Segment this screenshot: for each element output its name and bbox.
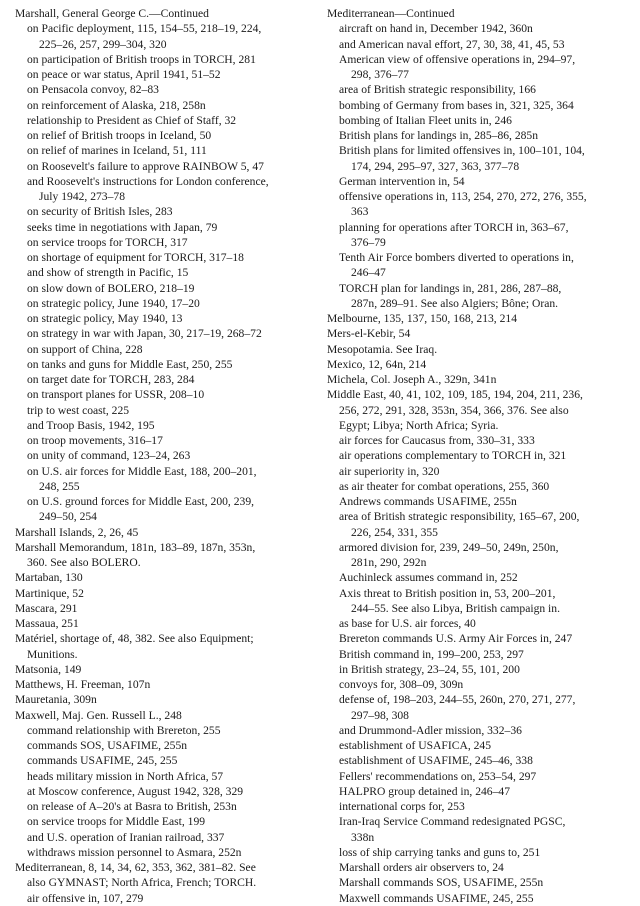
index-entry-line: on Roosevelt's failure to approve RAINBOW 5, 47 <box>27 159 264 173</box>
index-entry-line: Munitions. <box>27 647 78 661</box>
index-entry-line: and show of strength in Pacific, 15 <box>27 266 189 280</box>
index-subentry <box>327 891 633 906</box>
index-subentry <box>15 21 317 52</box>
index-subentry <box>327 723 633 738</box>
index-entry-line: HALPRO group detained in, 246–47 <box>339 784 510 798</box>
index-entry-line: Marshall commands SOS, USAFIME, 255n <box>339 876 544 890</box>
index-subentry <box>15 403 317 418</box>
index-entry-line: 174, 294, 295–97, 327, 363, 377–78 <box>351 159 520 173</box>
index-subentry <box>15 784 317 799</box>
index-entry-line: Middle East, 40, 41, 102, 109, 185, 194, 204, 211, 236, <box>327 388 583 402</box>
index-entry-line: trip to west coast, 225 <box>27 403 130 417</box>
index-subentry <box>327 479 633 494</box>
index-entry <box>15 708 317 723</box>
index-subentry <box>15 723 317 738</box>
index-entry-line: planning for operations after TORCH in, 363–67, <box>339 220 569 234</box>
index-entry-line: establishment of USAFIME, 245–46, 338 <box>339 754 533 768</box>
index-entry-line: Mexico, 12, 64n, 214 <box>327 357 427 371</box>
index-entry <box>15 677 317 692</box>
index-entry-line: Maxwell, Maj. Gen. Russell L., 248 <box>15 708 182 722</box>
index-entry-line: on transport planes for USSR, 208–10 <box>27 388 205 402</box>
index-subentry <box>327 769 633 784</box>
index-entry <box>15 860 317 891</box>
index-subentry <box>15 311 317 326</box>
index-entry-line: on shortage of equipment for TORCH, 317–18 <box>27 251 244 264</box>
index-subentry <box>327 98 633 113</box>
index-entry-line: on release of A–20's at Basra to British, 253n <box>27 800 237 813</box>
index-subentry <box>15 82 317 97</box>
index-subentry <box>15 174 317 205</box>
index-entry-line: on service troops for Middle East, 199 <box>27 815 206 829</box>
index-subentry <box>15 799 317 814</box>
index-entry <box>15 570 317 585</box>
index-entry-line: as base for U.S. air forces, 40 <box>339 617 476 630</box>
index-subentry <box>327 37 633 52</box>
index-subentry <box>15 204 317 219</box>
index-entry-line: commands SOS, USAFIME, 255n <box>27 739 188 752</box>
index-subentry <box>327 814 633 845</box>
index-entry <box>15 525 317 540</box>
index-entry <box>327 372 633 387</box>
index-entry-line: on security of British Isles, 283 <box>27 205 173 219</box>
index-subentry <box>15 738 317 753</box>
index-entry-line: relationship to President as Chief of Staff, 32 <box>27 113 237 127</box>
index-entry <box>15 540 317 571</box>
index-entry-line: on U.S. ground forces for Middle East, 200, 239, <box>27 495 255 508</box>
index-subentry <box>327 784 633 799</box>
index-subentry <box>15 281 317 296</box>
index-subentry <box>15 769 317 784</box>
index-subentry <box>327 464 633 479</box>
index-subentry <box>327 448 633 463</box>
index-entry-line: establishment of USAFICA, 245 <box>339 739 492 752</box>
index-entry <box>15 6 317 21</box>
index-entry <box>327 342 633 357</box>
index-entry-line: Marshall Islands, 2, 26, 45 <box>15 525 139 539</box>
index-subentry <box>327 250 633 281</box>
index-subentry <box>327 616 633 631</box>
index-entry-line: offensive operations in, 113, 254, 270, 272, 276, 355, <box>339 190 587 203</box>
index-subentry <box>15 98 317 113</box>
index-entry-line: on peace or war status, April 1941, 51–52 <box>27 68 221 81</box>
index-entry <box>327 311 633 326</box>
index-entry-line: on support of China, 228 <box>27 342 143 356</box>
index-entry-line: on relief of marines in Iceland, 51, 111 <box>27 144 207 158</box>
index-entry-line: and Roosevelt's instructions for London conference, <box>27 174 269 188</box>
index-entry-line: Marshall, General George C.—Continued <box>15 7 209 20</box>
index-entry-line: on strategic policy, June 1940, 17–20 <box>27 296 200 310</box>
index-subentry <box>15 464 317 495</box>
index-entry-line: on strategic policy, May 1940, 13 <box>27 312 183 325</box>
index-entry-line: air forces for Caucasus from, 330–31, 333 <box>339 434 535 447</box>
index-subentry <box>327 113 633 128</box>
index-entry-line: Fellers' recommendations on, 253–54, 297 <box>339 769 537 783</box>
index-entry-line: on relief of British troops in Iceland, 50 <box>27 129 212 142</box>
index-entry-line: Melbourne, 135, 137, 150, 168, 213, 214 <box>327 312 517 325</box>
index-entry <box>15 601 317 616</box>
index-subentry <box>15 753 317 768</box>
index-entry <box>15 616 317 631</box>
index-entry-line: air superiority in, 320 <box>339 464 440 478</box>
index-subentry <box>327 647 633 662</box>
index-entry-line: British command in, 199–200, 253, 297 <box>339 647 524 661</box>
index-entry-line: on Pensacola convoy, 82–83 <box>27 83 159 97</box>
index-subentry <box>327 189 633 220</box>
index-entry-line: Marshall orders air observers to, 24 <box>339 861 504 874</box>
index-entry-line: Martaban, 130 <box>15 571 83 585</box>
index-entry <box>15 586 317 601</box>
index-entry-line: and American naval effort, 27, 30, 38, 41, 45, 53 <box>339 37 565 51</box>
index-subentry <box>15 494 317 525</box>
index-entry-line: on tanks and guns for Middle East, 250, 255 <box>27 357 233 371</box>
index-subentry <box>15 220 317 235</box>
index-subentry <box>327 433 633 448</box>
index-entry-line: on unity of command, 123–24, 263 <box>27 449 191 463</box>
index-entry-line: 256, 272, 291, 328, 353n, 354, 366, 376. See also <box>339 403 569 417</box>
index-subentry <box>15 357 317 372</box>
index-entry-line: command relationship with Brereton, 255 <box>27 723 221 737</box>
index-entry-line: Auchinleck assumes command in, 252 <box>339 571 518 585</box>
index-entry-line: Egypt; Libya; North Africa; Syria. <box>339 418 499 432</box>
index-entry-line: 244–55. See also Libya, British campaign in. <box>351 601 560 615</box>
index-entry-line: international corps for, 253 <box>339 800 465 813</box>
index-entry-line: at Moscow conference, August 1942, 328, 329 <box>27 784 244 798</box>
index-subentry <box>15 143 317 158</box>
index-subentry <box>15 830 317 845</box>
index-subentry <box>15 159 317 174</box>
index-entry-line: July 1942, 273–78 <box>39 190 125 203</box>
index-entry-line: Mediterranean—Continued <box>327 7 455 20</box>
index-entry <box>327 6 633 21</box>
index-entry-line: heads military mission in North Africa, 57 <box>27 769 224 783</box>
index-subentry <box>327 692 633 723</box>
index-subentry <box>327 677 633 692</box>
index-entry-line: 287n, 289–91. See also Algiers; Bône; Oran. <box>351 296 559 310</box>
index-entry-line: on slow down of BOLERO, 218–19 <box>27 281 195 295</box>
index-subentry <box>15 372 317 387</box>
index-entry-line: in British strategy, 23–24, 55, 101, 200 <box>339 662 520 676</box>
index-subentry <box>15 265 317 280</box>
index-entry <box>327 326 633 341</box>
index-entry-line: 360. See also BOLERO. <box>27 556 141 569</box>
index-subentry <box>15 448 317 463</box>
index-entry-line: Axis threat to British position in, 53, 200–201, <box>339 586 556 600</box>
index-entry-line: armored division for, 239, 249–50, 249n, 250n, <box>339 540 559 554</box>
index-entry-line: Marshall Memorandum, 181n, 183–89, 187n, 353n, <box>15 540 256 554</box>
index-entry-line: Andrews commands USAFIME, 255n <box>339 495 517 508</box>
index-entry-line: seeks time in negotiations with Japan, 79 <box>27 220 218 234</box>
index-subentry <box>327 52 633 83</box>
index-entry-line: Mauretania, 309n <box>15 693 97 707</box>
index-entry-line: Massaua, 251 <box>15 617 79 630</box>
index-entry-line: defense of, 198–203, 244–55, 260n, 270, 271, 277, <box>339 693 576 707</box>
index-subentry <box>327 845 633 860</box>
index-entry-line: British plans for landings in, 285–86, 285n <box>339 129 539 142</box>
index-column-left <box>15 6 317 906</box>
index-entry-line: on service troops for TORCH, 317 <box>27 235 188 249</box>
index-subentry <box>15 67 317 82</box>
index-entry-line: bombing of Germany from bases in, 321, 325, 364 <box>339 98 574 112</box>
index-entry-line: convoys for, 308–09, 309n <box>339 678 464 691</box>
index-entry-line: Mesopotamia. See Iraq. <box>327 342 438 356</box>
index-entry-line: also GYMNAST; North Africa, French; TORCH. <box>27 876 257 890</box>
index-entry-line: 246–47 <box>351 266 386 280</box>
index-entry-line: air offensive in, 107, 279 <box>27 891 144 905</box>
index-subentry <box>15 326 317 341</box>
index-entry-line: Maxwell commands USAFIME, 245, 255 <box>339 891 534 905</box>
index-entry-line: Iran-Iraq Service Command redesignated PGSC, <box>339 815 566 829</box>
index-entry <box>15 662 317 677</box>
index-entry-line: Brereton commands U.S. Army Air Forces in, 247 <box>339 632 573 646</box>
index-entry-line: 363 <box>351 205 369 219</box>
index-subentry <box>15 891 317 906</box>
index-subentry <box>15 814 317 829</box>
index-entry-line: Matthews, H. Freeman, 107n <box>15 678 151 691</box>
index-entry-line: 226, 254, 331, 355 <box>351 525 438 539</box>
index-subentry <box>327 570 633 585</box>
index-entry-line: Matsonia, 149 <box>15 662 82 676</box>
index-subentry <box>15 433 317 448</box>
index-entry-line: area of British strategic responsibility, 166 <box>339 83 536 97</box>
index-subentry <box>15 296 317 311</box>
index-subentry <box>15 128 317 143</box>
index-subentry <box>327 662 633 677</box>
index-subentry <box>15 52 317 67</box>
index-entry-line: loss of ship carrying tanks and guns to, 251 <box>339 845 541 859</box>
index-entry-line: 297–98, 308 <box>351 708 409 722</box>
index-subentry <box>327 509 633 540</box>
index-entry-line: German intervention in, 54 <box>339 174 465 188</box>
index-entry-line: 225–26, 257, 299–304, 320 <box>39 37 167 51</box>
index-entry-line: 281n, 290, 292n <box>351 556 427 569</box>
index-subentry <box>327 799 633 814</box>
index-subentry <box>327 753 633 768</box>
index-entry-line: Mediterranean, 8, 14, 34, 62, 353, 362, 381–82. See <box>15 861 256 874</box>
index-entry-line: on strategy in war with Japan, 30, 217–19, 268–72 <box>27 327 262 341</box>
index-subentry <box>327 540 633 571</box>
index-entry-line: Matériel, shortage of, 48, 382. See also Equipment; <box>15 632 254 646</box>
index-subentry <box>327 281 633 312</box>
index-entry-line: British plans for limited offensives in, 100–101, 104, <box>339 144 585 158</box>
index-entry-line: bombing of Italian Fleet units in, 246 <box>339 113 512 127</box>
index-entry-line: commands USAFIME, 245, 255 <box>27 754 178 768</box>
index-entry-line: 298, 376–77 <box>351 68 409 81</box>
index-subentry <box>327 82 633 97</box>
index-entry <box>327 387 633 433</box>
index-entry-line: and Drummond-Adler mission, 332–36 <box>339 723 522 737</box>
index-subentry <box>327 21 633 36</box>
index-subentry <box>15 250 317 265</box>
index-subentry <box>15 387 317 402</box>
index-entry-line: American view of offensive operations in, 294–97, <box>339 52 576 66</box>
index-subentry <box>327 128 633 143</box>
index-subentry <box>327 494 633 509</box>
index-entry-line: on Pacific deployment, 115, 154–55, 218–19, 224, <box>27 22 262 36</box>
index-entry-line: 376–79 <box>351 235 386 249</box>
index-subentry <box>327 586 633 617</box>
index-subentry <box>327 220 633 251</box>
index-entry-line: Martinique, 52 <box>15 586 84 600</box>
index-subentry <box>327 631 633 646</box>
index-entry-line: on reinforcement of Alaska, 218, 258n <box>27 98 206 112</box>
index-entry-line: area of British strategic responsibility, 165–67, 200, <box>339 510 580 524</box>
index-subentry <box>15 342 317 357</box>
index-entry-line: 249–50, 254 <box>39 510 97 524</box>
index-entry-line: 338n <box>351 830 375 844</box>
index-entry-line: and Troop Basis, 1942, 195 <box>27 418 155 432</box>
index-entry-line: aircraft on hand in, December 1942, 360n <box>339 22 533 36</box>
index-entry-line: Mascara, 291 <box>15 601 78 615</box>
index-entry-line: Tenth Air Force bombers diverted to operations in, <box>339 251 574 264</box>
index-entry-line: withdraws mission personnel to Asmara, 252n <box>27 845 242 859</box>
index-entry-line: on target date for TORCH, 283, 284 <box>27 373 195 386</box>
index-entry-line: Michela, Col. Joseph A., 329n, 341n <box>327 373 497 386</box>
index-entry-line: TORCH plan for landings in, 281, 286, 287–88, <box>339 281 562 295</box>
index-entry-line: on U.S. air forces for Middle East, 188, 200–201, <box>27 464 257 478</box>
index-entry-line: 248, 255 <box>39 479 80 493</box>
index-entry-line: Mers-el-Kebir, 54 <box>327 327 411 341</box>
index-subentry <box>327 143 633 174</box>
index-subentry <box>327 738 633 753</box>
index-subentry <box>15 845 317 860</box>
index-entry-line: as air theater for combat operations, 255, 360 <box>339 479 550 493</box>
index-subentry <box>327 174 633 189</box>
index-entry <box>15 631 317 662</box>
index-column-right <box>327 6 633 906</box>
index-entry <box>327 357 633 372</box>
index-subentry <box>15 113 317 128</box>
index-entry-line: and U.S. operation of Iranian railroad, 337 <box>27 830 225 844</box>
index-subentry <box>327 875 633 890</box>
index-entry-line: on troop movements, 316–17 <box>27 434 163 447</box>
index-subentry <box>327 860 633 875</box>
index-subentry <box>15 235 317 250</box>
index-entry <box>15 692 317 707</box>
index-entry-line: air operations complementary to TORCH in, 321 <box>339 449 567 463</box>
index-subentry <box>15 418 317 433</box>
index-entry-line: on participation of British troops in TORCH, 281 <box>27 52 256 66</box>
